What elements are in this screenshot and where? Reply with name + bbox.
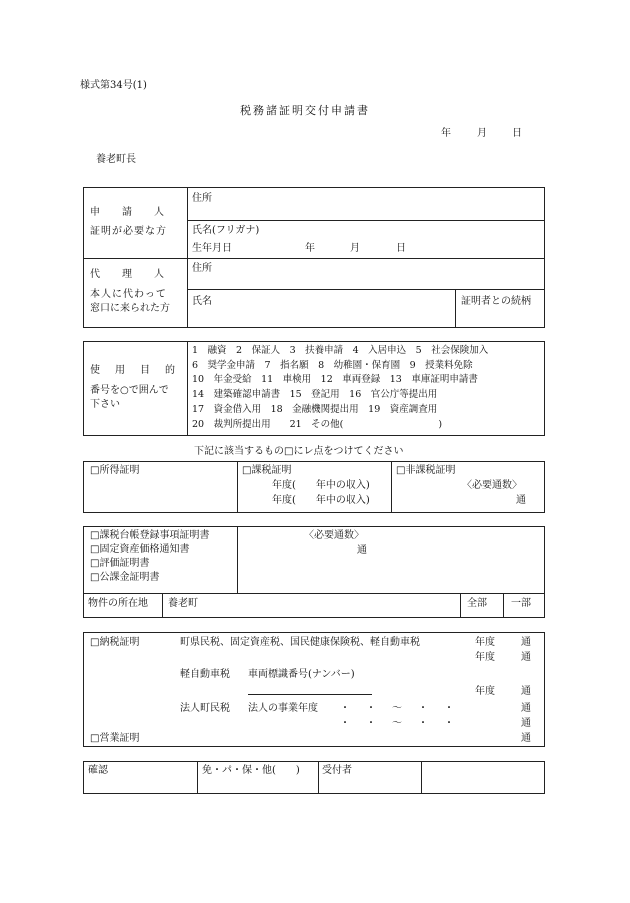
kei-vehicle-tax-label: 軽自動車税 — [180, 669, 230, 680]
date-year: 年 — [441, 128, 451, 139]
applicant-birth-month: 月 — [350, 243, 360, 254]
confirm-table — [83, 761, 545, 794]
payment-copies-4: 通 — [521, 703, 531, 714]
purpose-item-line-3: 10 年金受給 11 車検用 12 車両登録 13 車庫証明申請書 — [192, 374, 478, 385]
payment-nendo-2: 年度 — [475, 652, 495, 663]
property-required-copies: 〈必要通数〉 — [304, 530, 364, 541]
purpose-item-line-2: 6 奨学金申請 7 指名願 8 幼稚園・保育園 9 授業料免除 — [192, 360, 473, 371]
property-part-label[interactable]: 一部 — [511, 598, 531, 609]
applicant-name-label: 氏名(フリガナ) — [192, 225, 260, 236]
purpose-item-line-6: 20 裁判所提出用 21 その他( ) — [192, 419, 443, 430]
tax-cert-year-2: 年度( 年中の収入) — [272, 495, 370, 506]
corporate-period-label: 法人の事業年度 — [248, 703, 318, 714]
payment-nendo-1: 年度 — [475, 637, 495, 648]
receiver-label: 受付者 — [322, 765, 352, 776]
date-month: 月 — [477, 128, 487, 139]
applicant-sub-label: 証明が必要な方 — [90, 226, 167, 237]
purpose-sub-label-2: 下さい — [90, 399, 120, 410]
property-location-value: 養老町 — [168, 598, 198, 609]
purpose-item-line-1: 1 融資 2 保証人 3 扶養申請 4 入居申込 5 社会保険加入 — [192, 345, 489, 356]
property-item-2-checkbox[interactable]: □固定資産価格通知書 — [90, 544, 190, 555]
agent-sub-label-1: 本人に代わって — [90, 289, 167, 300]
form-number: 様式第34号(1) — [80, 80, 147, 91]
agent-name-label: 氏名 — [192, 296, 212, 307]
vehicle-number-label: 車両標識番号(ナンバー) — [248, 669, 355, 680]
payment-cert-checkbox[interactable]: □納税証明 — [90, 637, 140, 648]
corporate-period-2: ・ ・ 〜 ・ ・ — [340, 718, 457, 729]
instruction-text: 下記に該当するもの□にレ点をつけてください — [194, 446, 404, 457]
payment-tax-list: 町県民税、固定資産税、国民健康保険税、軽自動車税 — [180, 637, 420, 648]
agent-sub-label-2: 窓口に来られた方 — [90, 303, 170, 314]
property-item-4-checkbox[interactable]: □公課金証明書 — [90, 572, 160, 583]
applicant-address-label: 住所 — [192, 193, 212, 204]
nontax-required-copies: 〈必要通数〉 — [462, 480, 522, 491]
tax-cert-year-1: 年度( 年中の収入) — [272, 480, 370, 491]
agent-address-label: 住所 — [192, 263, 212, 274]
addressee: 養老町長 — [96, 154, 136, 165]
payment-copies-5: 通 — [521, 718, 531, 729]
purpose-sub-label-1: 番号を○で囲んで — [90, 385, 169, 396]
corporate-period-1: ・ ・ 〜 ・ ・ — [340, 703, 457, 714]
confirm-label: 確認 — [88, 765, 108, 776]
payment-copies-6: 通 — [521, 733, 531, 744]
payment-copies-2: 通 — [521, 652, 531, 663]
business-cert-checkbox[interactable]: □営業証明 — [90, 733, 140, 744]
purpose-item-line-4: 14 建築確認申請書 15 登記用 16 官公庁等提出用 — [192, 389, 438, 400]
agent-relation-label: 証明者との続柄 — [461, 296, 531, 307]
tax-cert-checkbox[interactable]: □課税証明 — [242, 465, 292, 476]
property-item-3-checkbox[interactable]: □評価証明書 — [90, 558, 150, 569]
nontax-copies-unit: 通 — [516, 495, 526, 506]
applicant-birth-label: 生年月日 — [192, 243, 232, 254]
confirm-options: 免・パ・保・他( ) — [202, 765, 300, 776]
applicant-birth-day: 日 — [396, 243, 406, 254]
date-day: 日 — [512, 128, 522, 139]
purpose-item-line-5: 17 資金借入用 18 金融機関提出用 19 資産調査用 — [192, 404, 438, 415]
form-title: 税務諸証明交付申請書 — [240, 104, 370, 117]
applicant-birth-year: 年 — [305, 243, 315, 254]
nontax-cert-checkbox[interactable]: □非課税証明 — [396, 465, 456, 476]
agent-label: 代理人 — [90, 269, 186, 280]
corporate-tax-label: 法人町民税 — [180, 703, 230, 714]
purpose-label: 使用目的 — [90, 365, 190, 376]
property-copies-unit: 通 — [357, 545, 367, 556]
applicant-label: 申請人 — [90, 207, 186, 218]
property-all-label[interactable]: 全部 — [467, 598, 487, 609]
payment-copies-3: 通 — [521, 686, 531, 697]
payment-copies-1: 通 — [521, 637, 531, 648]
vehicle-number-line — [248, 694, 372, 695]
payment-nendo-3: 年度 — [475, 686, 495, 697]
property-item-1-checkbox[interactable]: □課税台帳登録事項証明書 — [90, 530, 210, 541]
income-cert-checkbox[interactable]: □所得証明 — [90, 465, 140, 476]
property-location-label: 物件の所在地 — [88, 598, 148, 609]
